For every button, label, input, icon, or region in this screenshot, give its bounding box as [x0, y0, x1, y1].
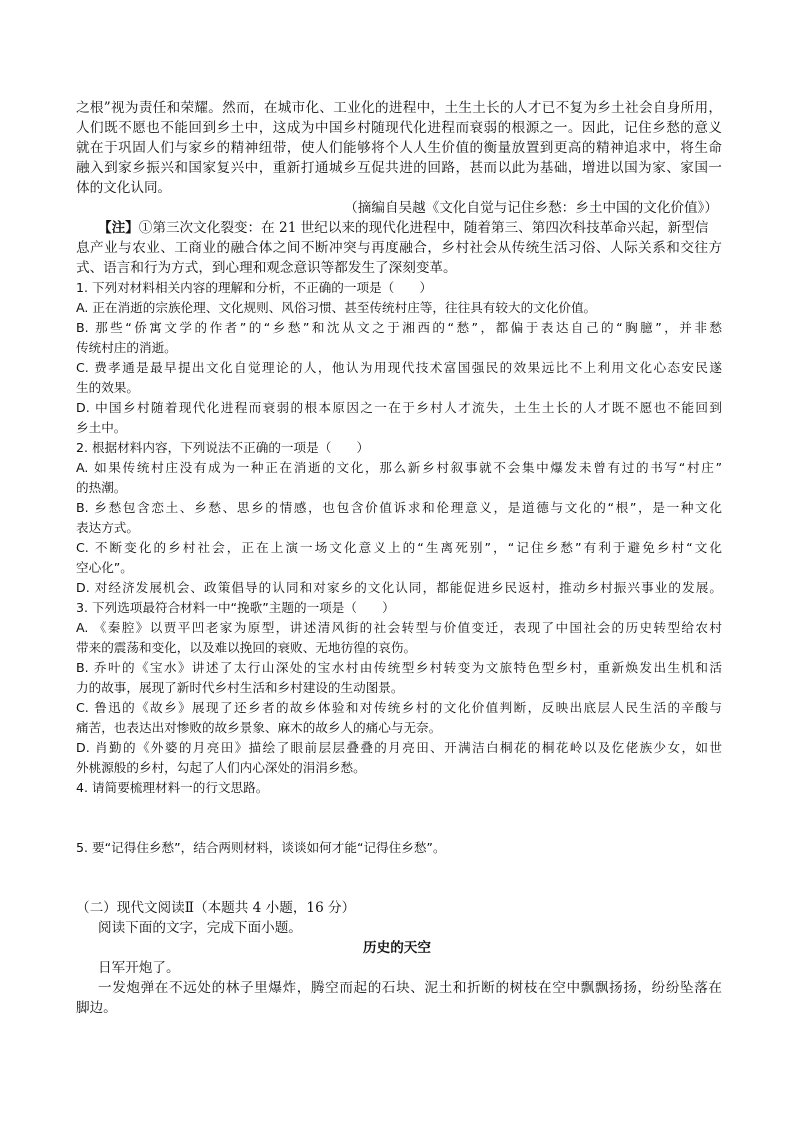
para-line: 人们既不愿也不能回到乡土中，这成为中国乡村随现代化进程而衰弱的根源之一。因此，记住乡愁的意义	[76, 120, 722, 136]
question-3-option-d: D. 肖勤的《外婆的月亮田》描绘了眼前层层叠叠的月亮田、开满洁白桐花的桐花岭以及仡佬族少女，如世	[76, 740, 722, 755]
passage-paragraph-cont: 脚边。	[76, 1000, 117, 1016]
question-2-option-a-cont: 的热潮。	[76, 480, 127, 495]
question-2-option-b: B. 乡愁包含恋土、乡愁、思乡的情感，也包含价值诉求和伦理意义，是道德与文化的“根”，是一种文化	[76, 500, 722, 515]
para-line: 之根”视为责任和荣耀。然而，在城市化、工业化的进程中，土生土长的人才已不复为乡土社会自身所用，	[76, 100, 722, 116]
note-first-line	[98, 218, 722, 238]
passage-paragraph: 一发炮弹在不远处的林子里爆炸，腾空而起的石块、泥土和折断的树枝在空中飘飘扬扬，纷纷坠落在	[98, 980, 722, 996]
section-heading: （二）现代文阅读Ⅱ（本题共 4 小题，16 分）	[76, 900, 356, 916]
question-2-option-d: D. 对经济发展机会、政策倡导的认同和对家乡的文化认同，都能促进乡民返村，推动乡村振兴事业的发展。	[76, 580, 722, 595]
question-3-option-c: C. 鲁迅的《故乡》展现了还乡者的故乡体验和对传统乡村的文化价值判断，反映出底层人民生活的辛酸与	[76, 700, 722, 715]
passage-title: 历史的天空	[363, 940, 431, 956]
question-3-option-a-cont: 带来的震荡和变化，以及难以挽回的衰败、无地彷徨的哀伤。	[76, 640, 417, 655]
para-line: 融入到家乡振兴和国家复兴中，重新打通城乡互促共进的回路，甚而以此为基础，增进以国为家、家国一	[76, 160, 722, 176]
section-instruction: 阅读下面的文字，完成下面小题。	[98, 920, 302, 936]
question-3-option-d-cont: 外桃源般的乡村，勾起了人们内心深处的涓涓乡愁。	[76, 760, 366, 775]
question-2-option-a: A. 如果传统村庄没有成为一种正在消逝的文化，那么新乡村叙事就不会集中爆发未曾有过的书写“村庄”	[76, 460, 722, 475]
source-citation: （摘编自吴越《文化自觉与记住乡愁：乡土中国的文化价值》）	[344, 200, 718, 216]
question-2-option-c: C. 不断变化的乡村社会，正在上演一场文化意义上的“生离死别”，“记住乡愁”有利于避免乡村“文化	[76, 540, 722, 555]
question-3-option-b: B. 乔叶的《宝水》讲述了太行山深处的宝水村由传统型乡村转变为文旅特色型乡村，重新焕发出生机和活	[76, 660, 722, 675]
question-1-option-c-cont: 生的效果。	[76, 380, 139, 395]
note-line: 式、语言和行为方式，到心理和观念意识等都发生了深刻变革。	[76, 260, 457, 276]
note-line: 息产业与农业、工商业的融合体之间不断冲突与再度融合，乡村社会从传统生活习俗、人际关系和交往方	[76, 240, 722, 256]
note-text: ①第三次文化裂变：在 21 世纪以来的现代化进程中，随着第三、第四次科技革命兴起，新型信	[138, 220, 709, 236]
para-line: 就在于巩固人们与家乡的精神纽带，使人们能够将个人人生价值的衡量放置到更高的精神追求中，将生命	[76, 140, 722, 156]
question-1-stem: 1. 下列对材料相关内容的理解和分析，不正确的一项是（ ）	[76, 280, 433, 295]
question-3-option-a: A. 《秦腔》以贾平凹老家为原型，讲述清风街的社会转型与价值变迁，表现了中国社会的历史转型给农村	[76, 620, 722, 635]
question-1-option-d-cont: 乡土中。	[76, 420, 127, 435]
question-2-stem: 2. 根据材料内容，下列说法不正确的一项是（ ）	[76, 440, 370, 455]
question-3-option-b-cont: 力的故事，展现了新时代乡村生活和乡村建设的生动图景。	[76, 680, 404, 695]
question-2-option-b-cont: 表达方式。	[76, 520, 139, 535]
question-5: 5. 要“记得住乡愁”，结合两则材料，谈谈如何才能“记得住乡愁”。	[76, 840, 446, 855]
question-1-option-b-cont: 传统村庄的消逝。	[76, 340, 177, 355]
note-label: 【注】	[98, 220, 139, 236]
passage-paragraph: 日军开炮了。	[98, 960, 180, 976]
question-1-option-d: D. 中国乡村随着现代化进程而衰弱的根本原因之一在于乡村人才流失，土生土长的人才既不愿也不能回到	[76, 400, 722, 415]
question-4: 4. 请简要梳理材料一的行文思路。	[76, 780, 269, 795]
question-3-stem: 3. 下列选项最符合材料一中“挽歌”主题的一项是（ ）	[76, 600, 395, 615]
question-2-option-c-cont: 空心化”。	[76, 560, 133, 575]
question-1-option-c: C. 费孝通是最早提出文化自觉理论的人，他认为用现代技术富国强民的效果远比不上利用文化心态安民遂	[76, 360, 722, 375]
question-1-option-b: B. 那些“侨寓文学的作者”的“乡愁”和沈从文之于湘西的“愁”，都偏于表达自己的“胸臆”，并非愁	[76, 320, 722, 335]
question-3-option-c-cont: 痛苦，也表达出对惨败的故乡景象、麻木的故乡人的痛心与无奈。	[76, 720, 442, 735]
question-1-option-a: A. 正在消逝的宗族伦理、文化规则、风俗习惯、甚至传统村庄等，往往具有较大的文化价值。	[76, 300, 597, 315]
para-line: 体的文化认同。	[76, 180, 172, 196]
